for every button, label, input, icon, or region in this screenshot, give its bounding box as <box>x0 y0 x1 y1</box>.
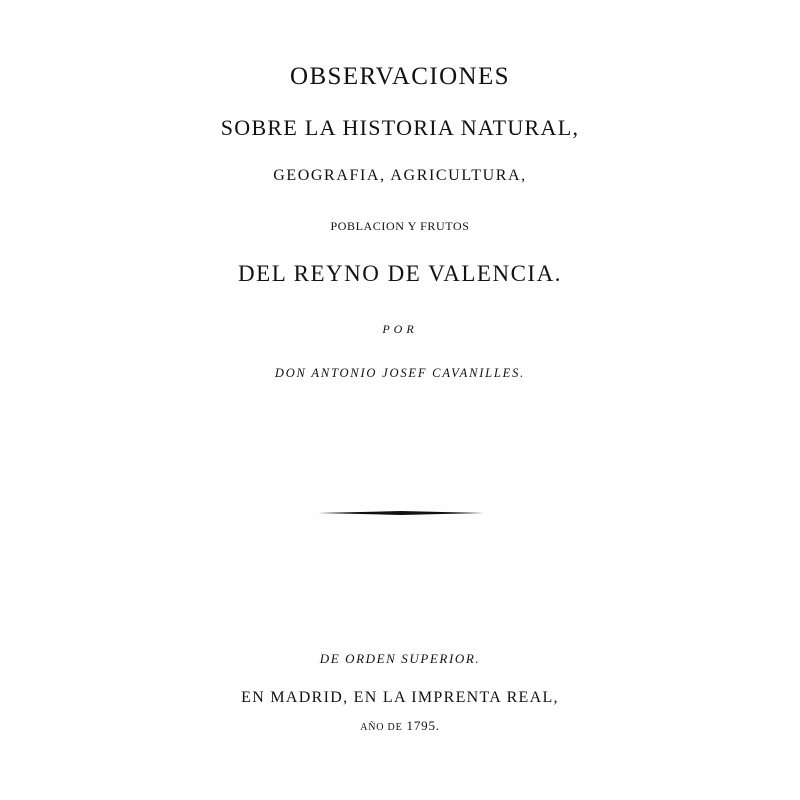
subtitle-line-1: SOBRE LA HISTORIA NATURAL, <box>220 115 580 140</box>
year-prefix: AÑO DE <box>360 722 403 733</box>
year-value: 1795. <box>406 718 440 733</box>
by-label: POR <box>382 322 418 336</box>
subtitle-line-2: GEOGRAFIA, AGRICULTURA, <box>273 167 527 184</box>
book-title: OBSERVACIONES <box>290 63 510 90</box>
authority-line: DE ORDEN SUPERIOR. <box>319 651 481 666</box>
decorative-rule <box>318 510 484 516</box>
year-line <box>0 719 800 733</box>
author-name: DON ANTONIO JOSEF CAVANILLES. <box>274 366 526 380</box>
imprint-line: EN MADRID, EN LA IMPRENTA REAL, <box>241 689 559 706</box>
subtitle-line-3: POBLACION Y FRUTOS <box>330 219 470 233</box>
subtitle-line-4: DEL REYNO DE VALENCIA. <box>238 261 562 286</box>
